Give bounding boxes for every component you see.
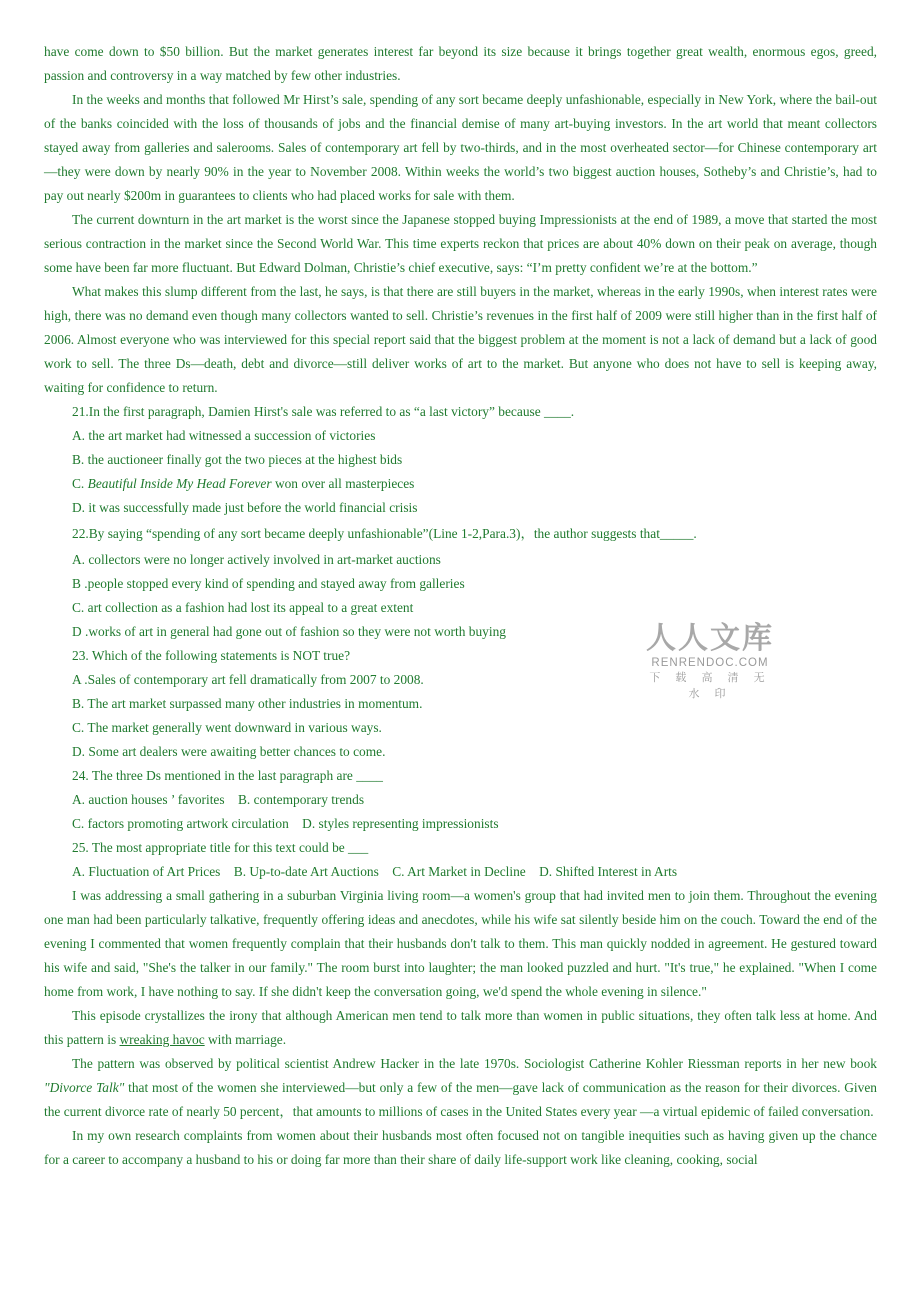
paragraph: In my own research complaints from women about their husbands most often focused not on tangible inequities such as having given up the chance for a career to accompany a husband to his or doing far more than their share of daily life-support work like cleaning, cooking, social — [44, 1128, 877, 1167]
question-24-options-cd: C. factors promoting artwork circulation D. styles representing impressionists — [72, 816, 499, 831]
text-run: that most of the women she interviewed—but only a few of the men—gave lack of communication as the reason for their divorces. Given the current divorce rate of nearly 50 percent，that amounts to millions of cases in the United States every year —a virtual epidemic of failed conversation. — [44, 1080, 877, 1119]
question-22-option-a: A. collectors were no longer actively involved in art-market auctions — [72, 552, 441, 567]
question-21-option-d: D. it was successfully made just before the world financial crisis — [72, 500, 418, 515]
question-23-option-b: B. The art market surpassed many other industries in momentum. — [72, 696, 423, 711]
option-label: C. — [72, 476, 88, 491]
paragraph — [44, 1052, 877, 1124]
watermark-tagline: 下 载 高 清 无 水 印 — [649, 672, 771, 700]
paragraph: have come down to $50 billion. But the market generates interest far beyond its size because it brings together great wealth, enormous egos, greed, — [44, 44, 877, 59]
question-25-options: A. Fluctuation of Art Prices B. Up-to-date Art Auctions C. Art Market in Decline D. Shifted Interest in Arts — [72, 864, 678, 879]
paragraph: The current downturn in the art market is the worst since the Japanese stopped buying Impressionists at the end of 1989, a move that started the most serious contraction in the market since the Second World War. This time experts reckon that prices are about 40% down on their peak on average, though some have been far more fluctuant. But Edward Dolman, Christie’s chief executive, says: “I’m pretty confident we’re at the bottom.” — [44, 212, 877, 275]
book-title: Beautiful Inside My Head Forever — [87, 476, 272, 491]
text-run: with marriage. — [204, 1032, 287, 1047]
question-24: 24. The three Ds mentioned in the last paragraph are ____ — [72, 768, 383, 783]
question-24-options-ab: A. auction houses ’ favorites B. contemporary trends — [72, 792, 365, 807]
paragraph: passion and controversy in a way matched by few other industries. — [44, 68, 401, 83]
question-23-option-c: C. The market generally went downward in various ways. — [72, 720, 382, 735]
watermark-logo: 人人文库 — [646, 622, 774, 655]
paragraph: What makes this slump different from the last, he says, is that there are still buyers in the market, whereas in the early 1990s, when interest rates were high, there was no demand even though many collectors wanted to sell. Christie’s revenues in the first half of 2009 were still higher than in the first half of 2006. Almost everyone who was interviewed for this special report said that the biggest problem at the moment is not a lack of demand but a lack of good work to sell. The three Ds—death, debt and divorce—still deliver works of art to the market. But anyone who does not have to sell is keeping away, waiting for confidence to return. — [44, 284, 877, 395]
document-page — [44, 40, 877, 1172]
watermark — [645, 622, 775, 702]
question-21: 21.In the first paragraph, Damien Hirst's sale was referred to as “a last victory” because ____. — [72, 404, 575, 419]
question-21-option-a: A. the art market had witnessed a succession of victories — [72, 428, 376, 443]
paragraph: I was addressing a small gathering in a suburban Virginia living room—a women's group that had invited men to join them. Throughout the evening one man had been particularly talkative, frequently offering ideas and anecdotes, while his wife sat silently beside him on the couch. Toward the end of the evening I commented that women frequently complain that their husbands don't talk to them. This man quickly nodded in agreement. He gestured toward his wife and said, "She's the talker in our family." The room burst into laughter; the man looked puzzled and hurt. "It's true," he explained. "When I come home from work, I have nothing to say. If she didn't keep the conversation going, we'd spend the whole evening in silence." — [44, 888, 877, 999]
question-22-option-d: D .works of art in general had gone out of fashion so they were not worth buying — [72, 624, 506, 639]
question-23-option-d: D. Some art dealers were awaiting better chances to come. — [72, 744, 386, 759]
underlined-phrase: wreaking havoc — [119, 1032, 205, 1047]
book-title: "Divorce Talk" — [44, 1080, 125, 1095]
text-run: This episode crystallizes the irony that although American men tend to talk more than women in public situations, they often talk less at home. And this pattern is — [44, 1008, 877, 1047]
question-22-option-c: C. art collection as a fashion had lost its appeal to a great extent — [72, 600, 414, 615]
question-22-option-b: B .people stopped every kind of spending and stayed away from galleries — [72, 576, 465, 591]
question-21-option-c — [44, 472, 877, 496]
text-run: The pattern was observed by political scientist Andrew Hacker in the late 1970s. Sociologist Catherine Kohler Riessman reports in her new book — [72, 1056, 877, 1071]
question-25: 25. The most appropriate title for this text could be ___ — [72, 840, 369, 855]
paragraph: In the weeks and months that followed Mr Hirst’s sale, spending of any sort became deeply unfashionable, especially in New York, where the bail-out of the banks coincided with the loss of thousands of jobs and the financial demise of many art-buying investors. In the art world that meant collectors stayed away from galleries and salerooms. Sales of contemporary art fell by two-thirds, and in the most overheated sector—for Chinese contemporary art—they were down by nearly 90% in the year to November 2008. Within weeks the world’s two biggest auction houses, Sotheby’s and Christie’s, had to pay out nearly $200m in guarantees to clients who had placed works for sale with them. — [44, 92, 877, 203]
option-text: won over all masterpieces — [271, 476, 415, 491]
watermark-url: RENRENDOC.COM — [651, 657, 769, 669]
question-23-option-a: A .Sales of contemporary art fell dramatically from 2007 to 2008. — [72, 672, 424, 687]
paragraph — [44, 1004, 877, 1052]
question-22: 22.By saying “spending of any sort became deeply unfashionable”(Line 1-2,Para.3)，the author suggests that_____. — [72, 526, 697, 541]
question-21-option-b: B. the auctioneer finally got the two pieces at the highest bids — [72, 452, 403, 467]
question-23: 23. Which of the following statements is NOT true? — [72, 648, 351, 663]
